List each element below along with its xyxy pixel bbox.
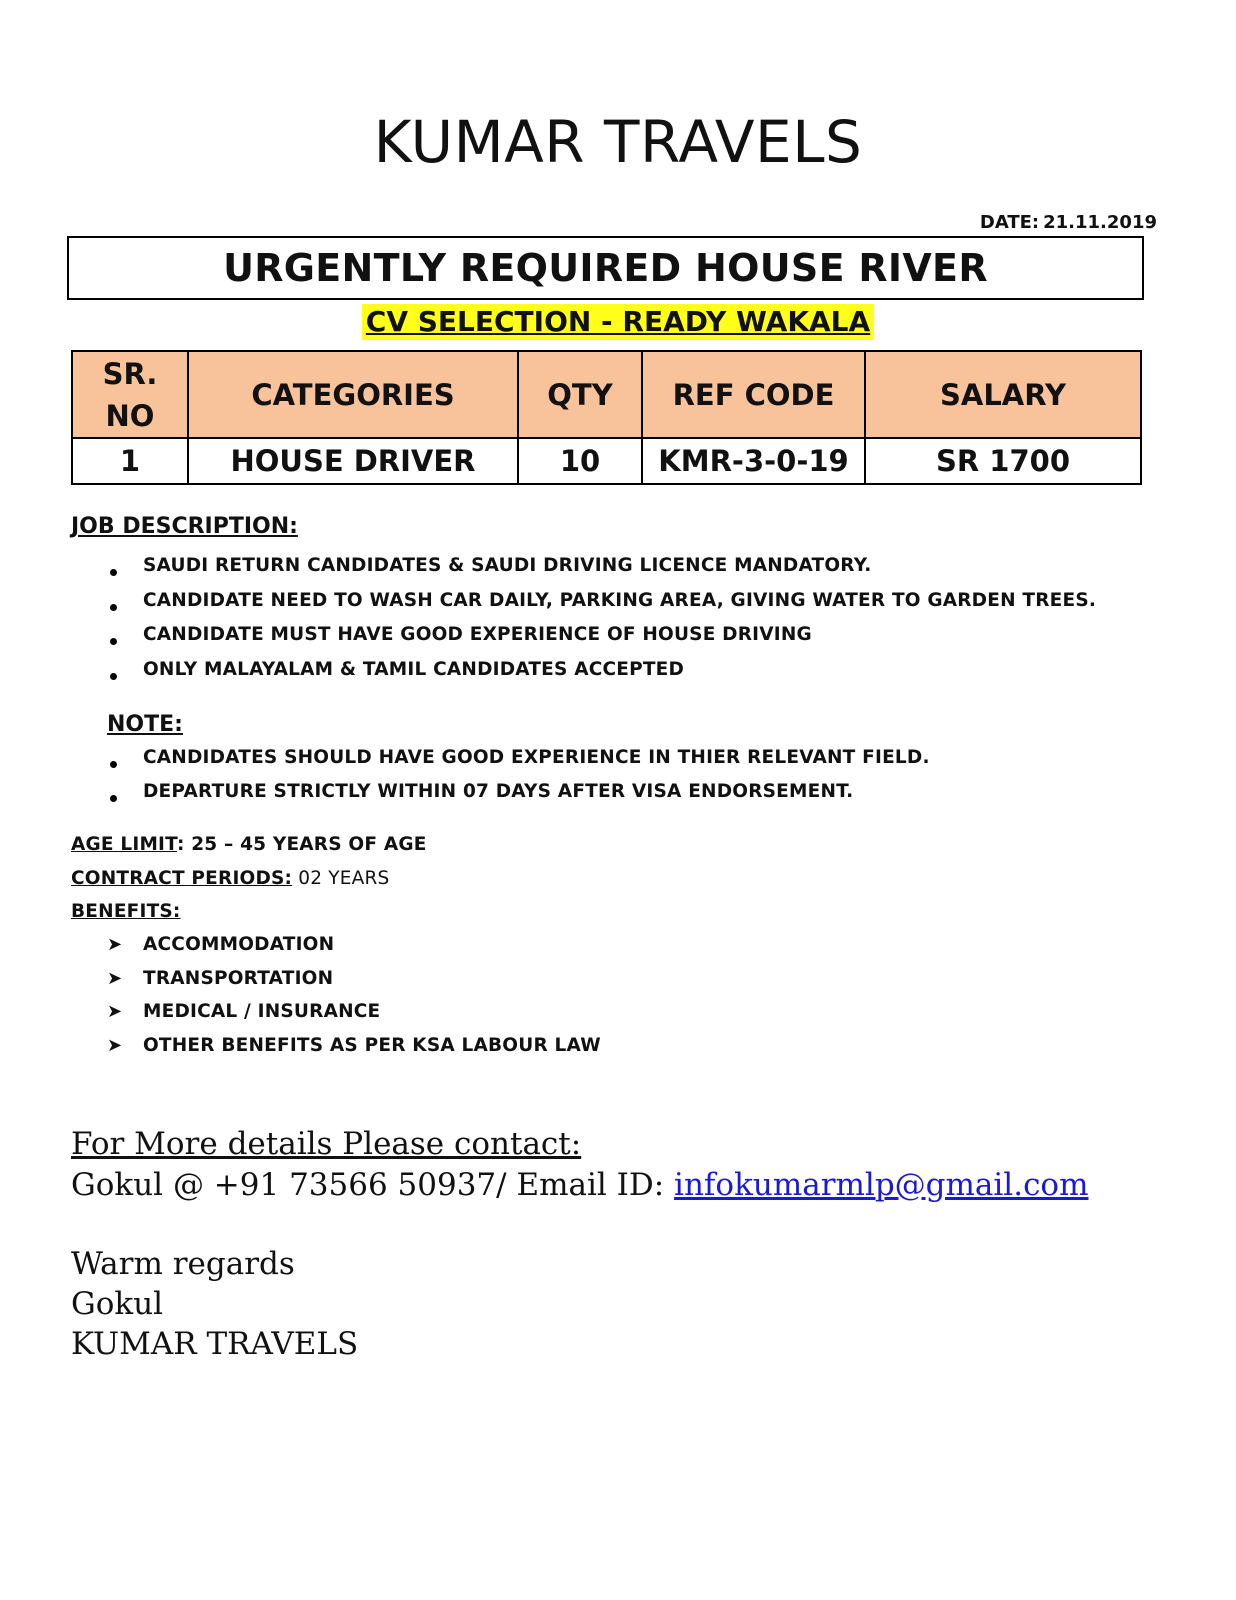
list-item: CANDIDATES SHOULD HAVE GOOD EXPERIENCE IN THIER RELEVANT FIELD.	[71, 747, 930, 781]
signoff-name: Gokul	[71, 1286, 164, 1322]
contract-period-label: CONTRACT PERIODS:	[71, 868, 293, 889]
company-title: KUMAR TRAVELS	[373, 108, 863, 176]
headline: URGENTLY REQUIRED HOUSE RIVER	[223, 246, 988, 290]
signoff-block	[71, 1244, 358, 1364]
cv-selection-highlight: CV SELECTION - READY WAKALA	[362, 304, 874, 340]
list-item: ONLY MALAYALAM & TAMIL CANDIDATES ACCEPTED	[71, 659, 1096, 694]
cell-salary: SR 1700	[865, 438, 1141, 484]
cv-selection-line	[0, 304, 1236, 340]
list-item: CANDIDATE NEED TO WASH CAR DAILY, PARKING AREA, GIVING WATER TO GARDEN TREES.	[71, 590, 1096, 625]
list-item: DEPARTURE STRICTLY WITHIN 07 DAYS AFTER VISA ENDORSEMENT.	[71, 781, 930, 815]
benefits-line	[71, 901, 181, 922]
cell-qty: 10	[518, 438, 642, 484]
age-limit-label: AGE LIMIT	[71, 834, 177, 855]
list-item: ➤ OTHER BENEFITS AS PER KSA LABOUR LAW	[107, 1035, 601, 1057]
col-header-ref-code: REF CODE	[642, 351, 865, 438]
list-item: ➤ ACCOMMODATION	[107, 934, 335, 955]
col-header-categories: CATEGORIES	[188, 351, 518, 438]
jobs-table	[71, 350, 1142, 485]
age-limit-line	[71, 834, 427, 855]
note-list	[71, 747, 930, 815]
col-header-qty: QTY	[518, 351, 642, 438]
cell-ref-code: KMR-3-0-19	[642, 438, 865, 484]
job-description-list	[71, 555, 1096, 693]
job-description-heading: JOB DESCRIPTION:	[71, 514, 298, 539]
date-label: DATE:	[979, 212, 1040, 233]
signoff-company: KUMAR TRAVELS	[71, 1326, 359, 1362]
col-header-salary: SALARY	[865, 351, 1141, 438]
date-value: 21.11.2019	[1043, 212, 1157, 233]
list-item: ➤ MEDICAL / INSURANCE	[107, 1001, 381, 1023]
arrow-bullet-icon: ➤	[107, 1001, 123, 1023]
signoff-greeting: Warm regards	[71, 1246, 295, 1282]
benefits-label: BENEFITS:	[71, 901, 181, 922]
arrow-bullet-icon: ➤	[107, 967, 123, 989]
contact-line	[71, 1165, 1089, 1206]
contact-phone: Gokul @ +91 73566 50937/ Email ID:	[71, 1167, 675, 1203]
table-row	[72, 438, 1141, 484]
cell-sr-no: 1	[72, 438, 188, 484]
arrow-bullet-icon: ➤	[107, 1035, 123, 1057]
contact-heading: For More details Please contact:	[71, 1126, 582, 1162]
list-item: CANDIDATE MUST HAVE GOOD EXPERIENCE OF HOUSE DRIVING	[71, 624, 1096, 659]
email-link[interactable]: infokumarmlp@gmail.com	[674, 1167, 1089, 1203]
age-limit-value: : 25 – 45 YEARS OF AGE	[176, 834, 427, 855]
col-header-sr-no: SR. NO	[72, 351, 188, 438]
cell-category: HOUSE DRIVER	[188, 438, 518, 484]
contract-period-line	[71, 868, 390, 889]
note-heading: NOTE:	[107, 712, 183, 737]
list-item: SAUDI RETURN CANDIDATES & SAUDI DRIVING LICENCE MANDATORY.	[71, 555, 1096, 590]
date-line	[976, 212, 1157, 233]
arrow-bullet-icon: ➤	[107, 934, 123, 955]
contact-block	[71, 1124, 1089, 1206]
headline-box	[67, 236, 1144, 300]
contract-period-value: 02 YEARS	[292, 868, 390, 889]
list-item: ➤ TRANSPORTATION	[107, 967, 334, 989]
table-header-row	[72, 351, 1141, 438]
benefits-list	[71, 934, 601, 1069]
